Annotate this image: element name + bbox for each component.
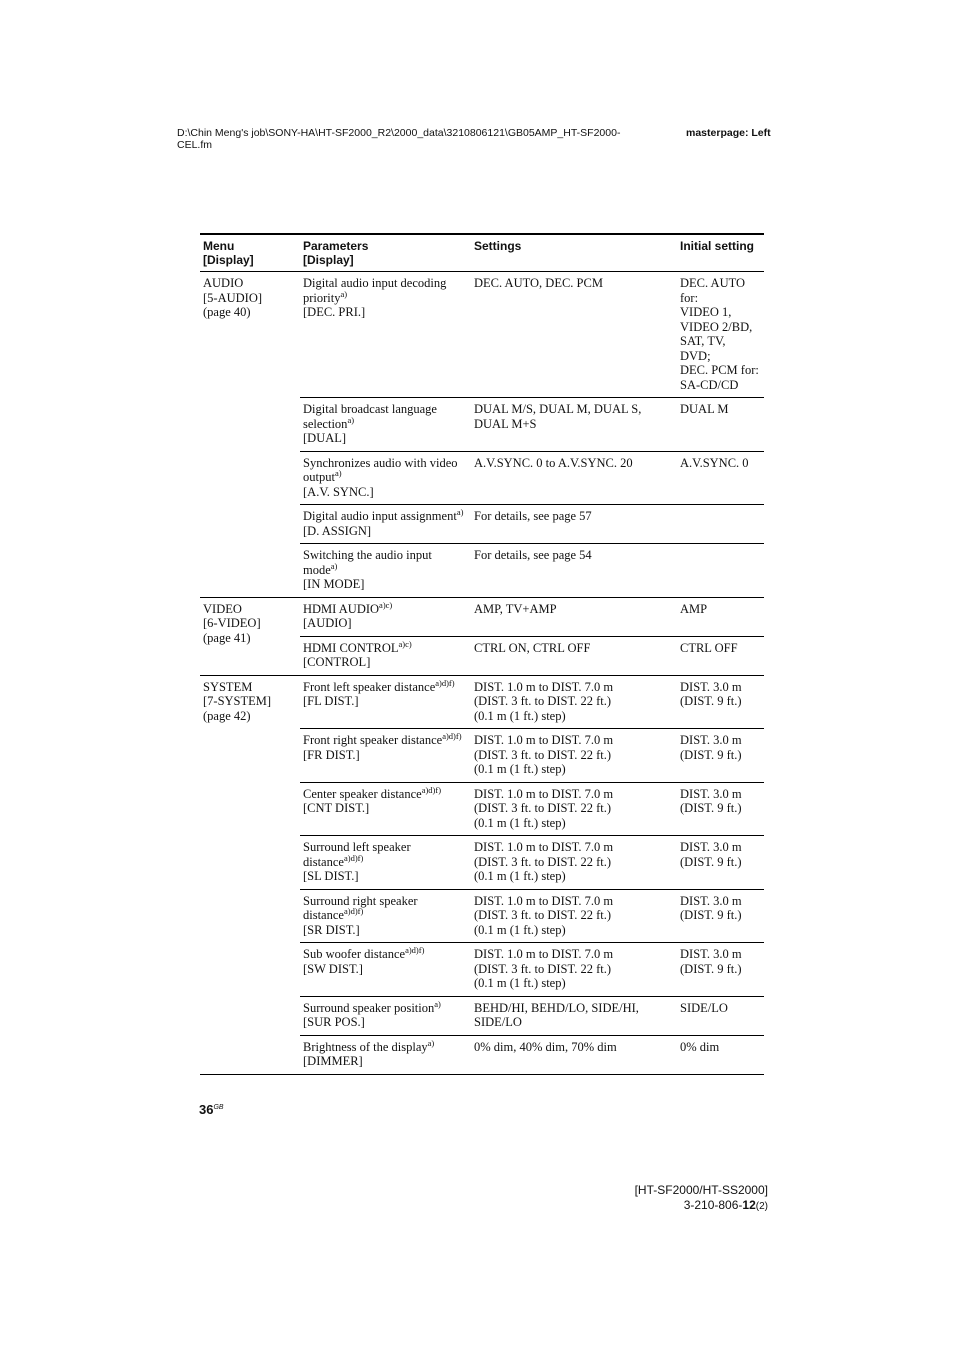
parameter-cell: Digital audio input decoding priority$^{a)}$ [DEC. PRI.] [300, 272, 471, 398]
header-menu: Menu [Display] [200, 234, 300, 272]
footer-code: 3-210-806-12(2) [683, 1198, 768, 1212]
footnote-marker: a) [434, 998, 441, 1009]
initial-setting-cell: CTRL OFF [677, 636, 764, 675]
footnote-marker: a)d)f) [442, 731, 462, 741]
initial-setting-cell: DIST. 3.0 m (DIST. 9 ft.) [677, 782, 764, 836]
footer-model: [HT-SF2000/HT-SS2000] [634, 1183, 768, 1197]
parameter-cell: Digital broadcast language selection$^{a)}$ [DUAL] [300, 398, 471, 452]
settings-cell: For details, see page 54 [471, 544, 677, 598]
settings-cell: DIST. 1.0 m to DIST. 7.0 m (DIST. 3 ft. to DIST. 22 ft.) (0.1 m (1 ft.) step) [471, 836, 677, 890]
page-number: $36^{GB}$ [199, 1102, 224, 1117]
parameter-cell: Surround right speaker distance$^{a)d)f)}$ [SR DIST.] [300, 889, 471, 943]
footnote-marker: a) [347, 414, 355, 425]
footnote-marker: a) [334, 468, 342, 478]
initial-setting-cell: A.V.SYNC. 0 [677, 451, 764, 505]
footnote-marker: a) [427, 1037, 435, 1048]
settings-cell: DIST. 1.0 m to DIST. 7.0 m (DIST. 3 ft. to DIST. 22 ft.) (0.1 m (1 ft.) step) [471, 943, 677, 997]
parameter-cell: HDMI $CONTROL^{a)c)}$ [CONTROL] [300, 636, 471, 675]
settings-cell: CTRL ON, CTRL OFF [471, 636, 677, 675]
initial-setting-cell: DIST. 3.0 m (DIST. 9 ft.) [677, 889, 764, 943]
initial-setting-cell: DEC. AUTO for: VIDEO 1, VIDEO 2/BD, SAT, TV, DVD; DEC. PCM for: SA-CD/CD [677, 272, 764, 398]
parameter-cell: Synchronizes audio with video output$^{a)}$ [A.V. SYNC.] [300, 451, 471, 505]
file-path-line-1: D:\Chin Meng's job\SONY-HA\HT-SF2000_R2\2000_data\3210806121\GB05AMP_HT-SF2000- [177, 127, 621, 139]
settings-cell: DIST. 1.0 m to DIST. 7.0 m (DIST. 3 ft. to DIST. 22 ft.) (0.1 m (1 ft.) step) [471, 675, 677, 729]
settings-cell: 0% dim, 40% dim, 70% dim [471, 1035, 677, 1074]
menu-cell: SYSTEM [7-SYSTEM] (page 42) [200, 675, 300, 1074]
initial-setting-cell: DIST. 3.0 m (DIST. 9 ft.) [677, 836, 764, 890]
file-path-line-2: CEL.fm [177, 139, 213, 151]
parameter-cell: HDMI $AUDIO^{a)c)}$ [AUDIO] [300, 597, 471, 636]
table-row [200, 675, 764, 729]
menu-cell: VIDEO [6-VIDEO] (page 41) [200, 597, 300, 675]
settings-cell: For details, see page 57 [471, 505, 677, 544]
footnote-marker: a)d)f) [343, 852, 364, 863]
header-settings: Settings [471, 234, 677, 272]
table-row [200, 272, 764, 398]
settings-cell: DIST. 1.0 m to DIST. 7.0 m (DIST. 3 ft. to DIST. 22 ft.) (0.1 m (1 ft.) step) [471, 782, 677, 836]
initial-setting-cell [677, 505, 764, 544]
footnote-marker: a) [340, 288, 348, 299]
table-row [200, 597, 764, 636]
parameter-cell: Center speaker distance$^{a)d)f)}$ [CNT DIST.] [300, 782, 471, 836]
initial-setting-cell: DIST. 3.0 m (DIST. 9 ft.) [677, 729, 764, 783]
page-suffix: GB [213, 1104, 224, 1111]
parameter-cell: Brightness of the display$^{a)}$ [DIMMER] [300, 1035, 471, 1074]
footnote-marker: a) [330, 560, 338, 571]
footer-model-info [635, 1183, 768, 1214]
initial-setting-cell: 0% dim [677, 1035, 764, 1074]
footnote-marker: a)d)f) [435, 677, 455, 688]
parameter-cell: Switching the audio input mode$^{a)}$ [IN MODE] [300, 544, 471, 598]
parameter-cell: Front right speaker distance$^{a)d)f)}$ [FR DIST.] [300, 729, 471, 783]
header-parameters: Parameters [Display] [300, 234, 471, 272]
parameter-cell: Front left speaker distance$^{a)d)f)}$ [FL DIST.] [300, 675, 471, 729]
initial-setting-cell: DIST. 3.0 m (DIST. 9 ft.) [677, 675, 764, 729]
parameter-cell: Surround speaker position$^{a)}$ [SUR POS.] [300, 996, 471, 1035]
settings-cell: A.V.SYNC. 0 to A.V.SYNC. 20 [471, 451, 677, 505]
footnote-marker: a)d)f) [405, 945, 425, 955]
masterpage-label: masterpage: Left [686, 127, 771, 139]
initial-setting-cell: SIDE/LO [677, 996, 764, 1035]
settings-cell: AMP, TV+AMP [471, 597, 677, 636]
settings-cell: DEC. AUTO, DEC. PCM [471, 272, 677, 398]
parameter-cell: Digital audio input assignment$^{a)}$ [D. ASSIGN] [300, 505, 471, 544]
footnote-marker: a) [456, 507, 464, 517]
initial-setting-cell: DUAL M [677, 398, 764, 452]
settings-table [200, 233, 764, 1075]
settings-cell: DUAL M/S, DUAL M, DUAL S, DUAL M+S [471, 398, 677, 452]
file-path-header [177, 127, 657, 151]
initial-setting-cell [677, 544, 764, 598]
footnote-marker: a)d)f) [343, 906, 364, 916]
menu-cell: AUDIO [5-AUDIO] (page 40) [200, 272, 300, 598]
settings-cell: BEHD/HI, BEHD/LO, SIDE/HI, SIDE/LO [471, 996, 677, 1035]
footnote-marker: a)d)f) [421, 784, 442, 795]
settings-cell: DIST. 1.0 m to DIST. 7.0 m (DIST. 3 ft. to DIST. 22 ft.) (0.1 m (1 ft.) step) [471, 729, 677, 783]
table-header-row [200, 234, 764, 272]
initial-setting-cell: AMP [677, 597, 764, 636]
footnote-marker: a)c) [398, 638, 412, 649]
table-body [200, 272, 764, 1075]
parameter-cell: Sub woofer distance$^{a)d)f)}$ [SW DIST.] [300, 943, 471, 997]
settings-cell: DIST. 1.0 m to DIST. 7.0 m (DIST. 3 ft. to DIST. 22 ft.) (0.1 m (1 ft.) step) [471, 889, 677, 943]
parameter-cell: Surround left speaker distance$^{a)d)f)}$ [SL DIST.] [300, 836, 471, 890]
header-initial-setting: Initial setting [677, 234, 764, 272]
initial-setting-cell: DIST. 3.0 m (DIST. 9 ft.) [677, 943, 764, 997]
footnote-marker: a)c) [379, 599, 393, 610]
